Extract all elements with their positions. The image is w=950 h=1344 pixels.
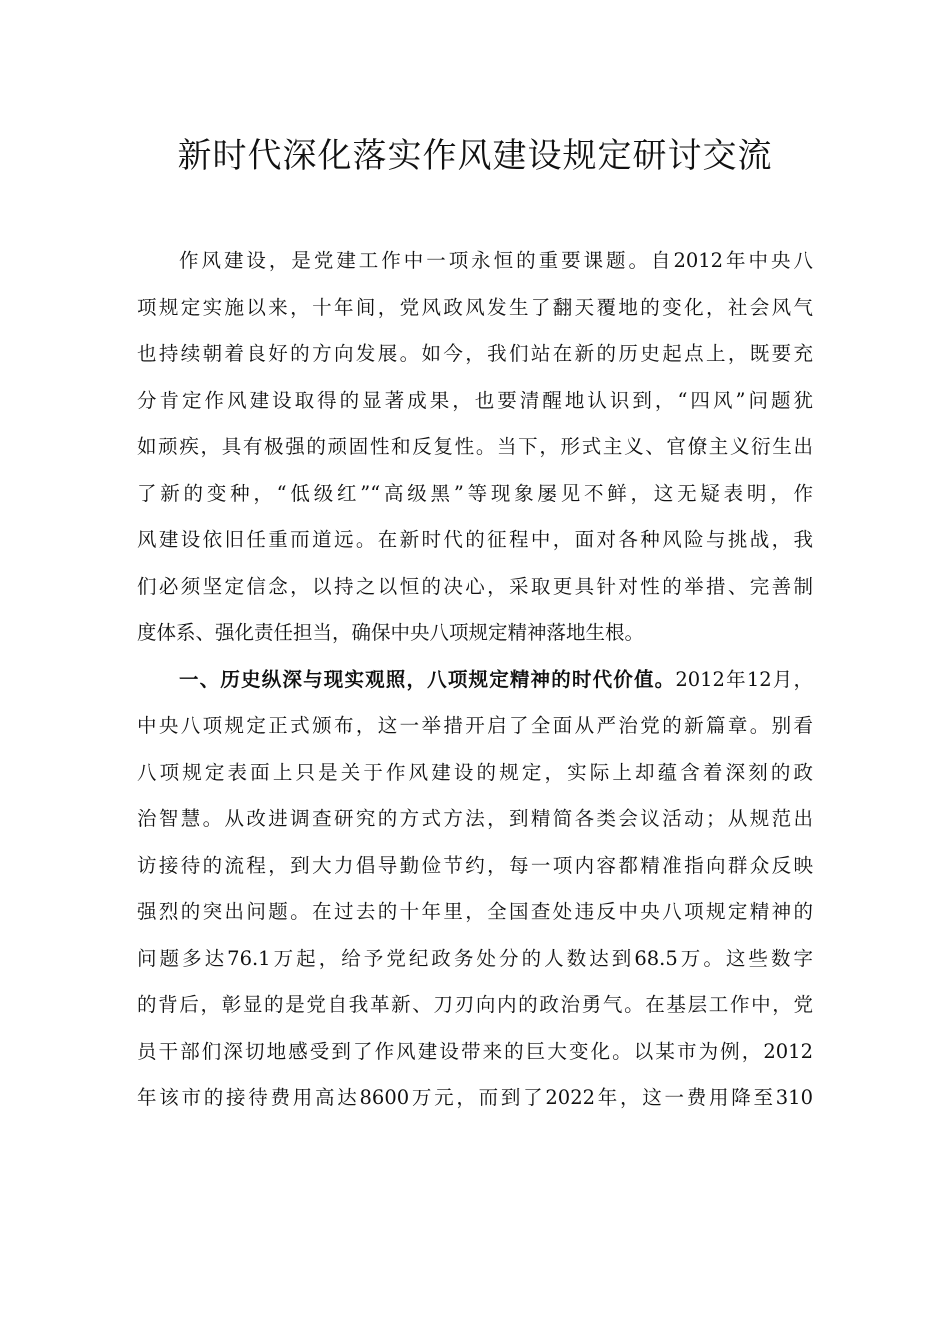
- section-1-first-line-rest: 2012年12月，: [675, 667, 813, 691]
- paragraph-line: 中央八项规定正式颁布，这一举措开启了全面从严治党的新篇章。别看: [137, 714, 813, 737]
- paragraph-line: 的背后，彰显的是党自我革新、刀刃向内的政治勇气。在基层工作中，党: [137, 993, 813, 1016]
- document-body: [137, 238, 813, 1122]
- section-1-heading: 一、历史纵深与现实观照，八项规定精神的时代价值。: [179, 667, 676, 691]
- paragraph-line: 也持续朝着良好的方向发展。如今，我们站在新的历史起点上，既要充: [137, 342, 813, 365]
- paragraph-line: 员干部们深切地感受到了作风建设带来的巨大变化。以某市为例，2012: [137, 1039, 813, 1063]
- paragraph-line: 风建设依旧任重而道远。在新时代的征程中，面对各种风险与挑战，我: [137, 528, 813, 551]
- intro-paragraph: [137, 238, 813, 657]
- paragraph-line: 如顽疾，具有极强的顽固性和反复性。当下，形式主义、官僚主义衍生出: [137, 435, 813, 458]
- paragraph-line: 作风建设，是党建工作中一项永恒的重要课题。自2012年中央八: [179, 249, 813, 272]
- section-1-paragraph: [137, 657, 813, 1122]
- document-title: 新时代深化落实作风建设规定研讨交流: [177, 136, 773, 176]
- paragraph-line: 了新的变种，“低级红”“高级黑”等现象屡见不鲜，这无疑表明，作: [137, 481, 813, 505]
- paragraph-line: 强烈的突出问题。在过去的十年里，全国查处违反中央八项规定精神的: [137, 900, 813, 923]
- paragraph-line: 年该市的接待费用高达8600万元，而到了2022年，这一费用降至310: [137, 1086, 813, 1109]
- paragraph-line: 们必须坚定信念，以持之以恒的决心，采取更具针对性的举措、完善制: [137, 574, 813, 598]
- paragraph-line: 项规定实施以来，十年间，党风政风发生了翻天覆地的变化，社会风气: [137, 295, 813, 319]
- paragraph-line: 分肯定作风建设取得的显著成果，也要清醒地认识到，“四风”问题犹: [137, 388, 813, 412]
- paragraph-line: 八项规定表面上只是关于作风建设的规定，实际上却蕴含着深刻的政: [137, 760, 813, 784]
- paragraph-line: 治智慧。从改进调查研究的方式方法，到精简各类会议活动；从规范出: [137, 807, 813, 830]
- paragraph-line: 问题多达76.1万起，给予党纪政务处分的人数达到68.5万。这些数字: [137, 946, 813, 970]
- paragraph-line: 度体系、强化责任担当，确保中央八项规定精神落地生根。: [137, 621, 645, 644]
- section-1-first-line: [137, 657, 813, 704]
- paragraph-line: 访接待的流程，到大力倡导勤俭节约，每一项内容都精准指向群众反映: [137, 853, 813, 877]
